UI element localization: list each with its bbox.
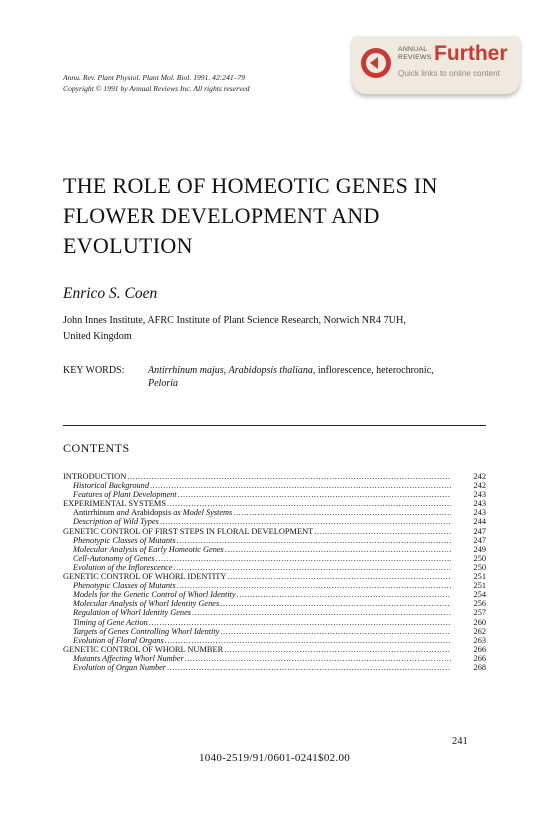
toc-entry-label: Evolution of the Inflorescence xyxy=(73,562,173,572)
toc-leader-dots xyxy=(127,472,451,481)
toc-entry-label: GENETIC CONTROL OF WHORL IDENTITY xyxy=(63,572,227,582)
issn-line: 1040-2519/91/0601-0241$02.00 xyxy=(199,752,351,764)
toc-leader-dots xyxy=(177,536,451,545)
toc-entry-label: Features of Plant Development xyxy=(73,490,177,500)
toc-leader-dots xyxy=(156,554,451,563)
toc-entry[interactable] xyxy=(63,581,486,590)
toc-entry-label: GENETIC CONTROL OF FIRST STEPS IN FLORAL DEVELOPMENT xyxy=(63,526,314,536)
toc-entry-page: 266 xyxy=(473,653,486,663)
toc-leader-dots xyxy=(177,581,451,590)
toc-leader-dots xyxy=(227,572,451,581)
toc-entry[interactable] xyxy=(63,481,486,490)
keyword: inflorescence, xyxy=(317,365,374,376)
keywords-list xyxy=(148,364,486,390)
article-title xyxy=(63,171,503,261)
toc-entry-page: 242 xyxy=(473,481,486,491)
copyright-line: Copyright © 1991 by Annual Reviews Inc. All rights reserved xyxy=(63,84,250,93)
affiliation-line: United Kingdom xyxy=(63,331,132,342)
toc-entry-page: 247 xyxy=(473,526,486,536)
toc-entry-page: 262 xyxy=(473,626,486,636)
toc-leader-dots xyxy=(165,636,451,645)
toc-leader-dots xyxy=(178,490,451,499)
toc-entry[interactable] xyxy=(63,627,486,636)
toc-leader-dots xyxy=(160,517,451,526)
toc-entry[interactable] xyxy=(63,572,486,581)
contents-heading: CONTENTS xyxy=(63,441,130,455)
keyword: Antirrhinum majus, xyxy=(148,365,227,376)
toc-leader-dots xyxy=(185,654,451,663)
title-line: FLOWER DEVELOPMENT AND xyxy=(63,203,380,228)
toc-entry-page: 251 xyxy=(473,581,486,591)
toc-entry[interactable] xyxy=(63,472,486,481)
toc-entry-page: 242 xyxy=(473,472,486,481)
toc-entry-page: 257 xyxy=(473,608,486,618)
toc-entry-label: Molecular Analysis of Early Homeotic Genes xyxy=(73,544,224,554)
toc-entry-page: 266 xyxy=(473,644,486,654)
toc-entry-label: Antirrhinum and Arabidopsis as Model Systems xyxy=(73,508,233,518)
toc-leader-dots xyxy=(224,645,451,654)
toc-entry[interactable] xyxy=(63,618,486,627)
toc-entry-label: INTRODUCTION xyxy=(63,472,127,481)
further-badge[interactable] xyxy=(352,36,520,94)
table-of-contents xyxy=(63,472,486,672)
toc-entry[interactable] xyxy=(63,554,486,563)
toc-entry[interactable] xyxy=(63,645,486,654)
badge-quick-links[interactable]: Quick links to online content xyxy=(398,69,500,78)
toc-entry-label: Regulation of Whorl Identity Genes xyxy=(73,608,191,618)
toc-leader-dots xyxy=(149,618,451,627)
keyword: Peloria xyxy=(148,378,178,389)
toc-leader-dots xyxy=(167,499,451,508)
toc-entry[interactable] xyxy=(63,590,486,599)
toc-entry[interactable] xyxy=(63,563,486,572)
toc-entry[interactable] xyxy=(63,599,486,608)
section-divider xyxy=(63,425,486,426)
toc-entry-page: 250 xyxy=(473,562,486,572)
toc-entry-page: 243 xyxy=(473,490,486,500)
toc-entry[interactable] xyxy=(63,654,486,663)
citation-line: Annu. Rev. Plant Physiol. Plant Mol. Biol. 1991. 42:241–79 xyxy=(63,73,246,82)
toc-entry[interactable] xyxy=(63,545,486,554)
toc-entry-page: 260 xyxy=(473,617,486,627)
badge-annual-text: ANNUAL xyxy=(398,46,428,53)
toc-entry[interactable] xyxy=(63,517,486,526)
title-line: EVOLUTION xyxy=(63,233,193,258)
toc-entry-label: Mutants Affecting Whorl Number xyxy=(73,653,184,663)
toc-entry-label: Molecular Analysis of Whorl Identity Genes xyxy=(73,599,220,609)
toc-entry-label: Evolution of Organ Number xyxy=(73,662,167,672)
toc-leader-dots xyxy=(233,508,451,517)
toc-entry-page: 256 xyxy=(473,599,486,609)
toc-entry-page: 254 xyxy=(473,590,486,600)
toc-entry-label: Phenotypic Classes of Mutants xyxy=(73,535,176,545)
toc-entry-page: 243 xyxy=(473,508,486,518)
toc-entry[interactable] xyxy=(63,536,486,545)
toc-entry[interactable] xyxy=(63,608,486,617)
toc-entry[interactable] xyxy=(63,636,486,645)
toc-leader-dots xyxy=(173,563,451,572)
badge-reviews-text: REVIEWS xyxy=(398,54,432,61)
title-line: THE ROLE OF HOMEOTIC GENES IN xyxy=(63,173,438,198)
arrow-circle-icon xyxy=(361,48,391,78)
keywords-label: KEY WORDS: xyxy=(63,365,125,376)
toc-entry-page: 244 xyxy=(473,517,486,527)
badge-annual-reviews xyxy=(398,46,432,62)
toc-leader-dots xyxy=(237,590,451,599)
toc-entry-label: EXPERIMENTAL SYSTEMS xyxy=(63,499,167,509)
toc-leader-dots xyxy=(314,527,451,536)
author-name: Enrico S. Coen xyxy=(63,285,158,302)
toc-entry-page: 249 xyxy=(473,544,486,554)
keyword: Arabidopsis thaliana, xyxy=(228,365,316,376)
journal-citation xyxy=(63,72,250,94)
toc-entry-page: 251 xyxy=(473,572,486,582)
badge-further-text: Further xyxy=(434,42,508,65)
toc-entry-label: GENETIC CONTROL OF WHORL NUMBER xyxy=(63,644,224,654)
toc-entry-label: Evolution of Floral Organs xyxy=(73,635,164,645)
toc-entry[interactable] xyxy=(63,499,486,508)
toc-entry-label: Phenotypic Classes of Mutants xyxy=(73,581,176,591)
toc-entry-label: Historical Background xyxy=(73,481,149,491)
affiliation-line: John Innes Institute, AFRC Institute of Plant Science Research, Norwich NR4 7UH, xyxy=(63,315,406,326)
toc-entry-page: 250 xyxy=(473,553,486,563)
toc-entry-label: Targets of Genes Controlling Whorl Identity xyxy=(73,626,220,636)
toc-leader-dots xyxy=(220,627,451,636)
toc-entry-page: 243 xyxy=(473,499,486,509)
toc-leader-dots xyxy=(150,481,451,490)
page-number: 241 xyxy=(452,736,468,747)
author-affiliation xyxy=(63,313,493,345)
toc-leader-dots xyxy=(192,608,451,617)
toc-entry[interactable] xyxy=(63,663,486,672)
keyword: heterochronic, xyxy=(376,365,434,376)
toc-entry-page: 263 xyxy=(473,635,486,645)
toc-entry[interactable] xyxy=(63,527,486,536)
toc-entry-page: 268 xyxy=(473,662,486,672)
toc-entry[interactable] xyxy=(63,490,486,499)
toc-entry[interactable] xyxy=(63,508,486,517)
toc-entry-label: Models for the Genetic Control of Whorl Identity xyxy=(73,590,236,600)
toc-leader-dots xyxy=(225,545,451,554)
toc-entry-label: Cell-Autonomy of Genes xyxy=(73,553,155,563)
toc-entry-page: 247 xyxy=(473,535,486,545)
toc-leader-dots xyxy=(220,599,451,608)
toc-leader-dots xyxy=(167,663,451,672)
toc-entry-label: Description of Wild Types xyxy=(73,517,159,527)
toc-entry-label: Timing of Gene Action xyxy=(73,617,148,627)
